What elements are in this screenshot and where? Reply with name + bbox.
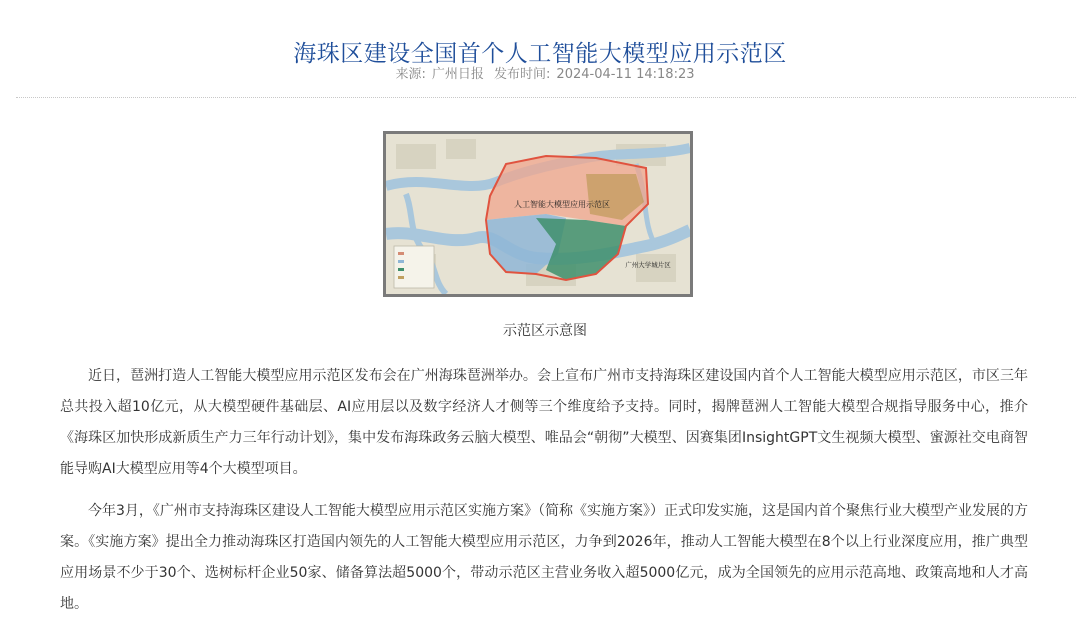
map-label-university-town: 广州大学城片区 — [625, 261, 671, 269]
article-paragraph-1: 近日，琶洲打造人工智能大模型应用示范区发布会在广州海珠琶洲举办。会上宣布广州市支持海珠区建设国内首个人工智能大模型应用示范区，市区三年总共投入超10亿元，从大模型硬件基础层、AI应用层以及数字经济人才侧等三个维度给予支持。同时，揭牌琶洲人工智能大模型合规指导服务中心，推介《海珠区加快形成新质生产力三年行动计划》，集中发布海珠政务云脑大模型、唯品会“朝彻”大模型、因赛集团InsightGPT文生视频大模型、蜜源社交电商智能导购AI大模型应用等4个大模型项目。 — [60, 368, 1028, 477]
title-divider — [16, 97, 1076, 98]
figure-caption: 示范区示意图 — [503, 323, 587, 339]
map-label-demo-zone: 人工智能大模型应用示范区 — [514, 200, 610, 209]
source-value: 广州日报 — [431, 67, 484, 82]
publish-time-label: 发布时间: — [494, 67, 551, 82]
map-graphic — [386, 134, 690, 294]
source-label: 来源: — [395, 67, 426, 82]
demo-zone-map-image — [383, 131, 693, 297]
publish-time-value: 2024-04-11 14:18:23 — [556, 67, 695, 82]
article-paragraph-2: 今年3月，《广州市支持海珠区建设人工智能大模型应用示范区实施方案》（简称《实施方案》）正式印发实施，这是国内首个聚焦行业大模型产业发展的方案。《实施方案》提出全力推动海珠区打造国内领先的人工智能大模型应用示范区，力争到2026年，推动人工智能大模型在8个以上行业深度应用，推广典型应用场景不少于30个、选树标杆企业50家、储备算法超5000个，带动示范区主营业务收入超5000亿元，成为全国领先的应用示范高地、政策高地和人才高地。 — [60, 503, 1028, 612]
article-meta — [0, 66, 1080, 84]
article-title: 海珠区建设全国首个人工智能大模型应用示范区 — [293, 41, 787, 68]
